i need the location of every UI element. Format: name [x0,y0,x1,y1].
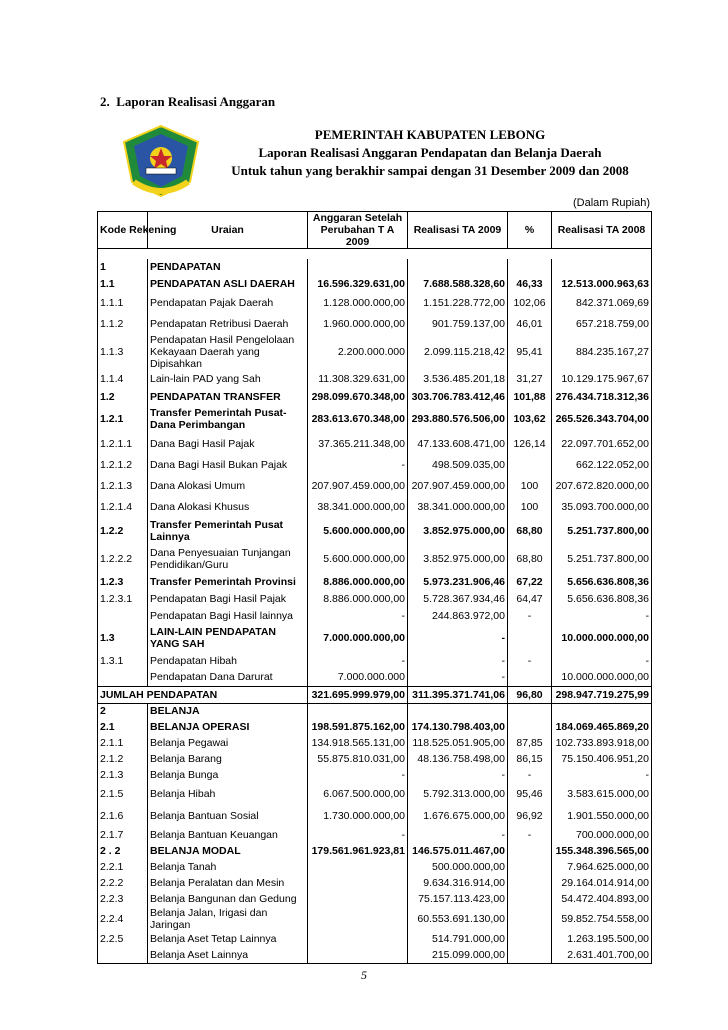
section-title: 2. Laporan Realisasi Anggaran [100,94,276,109]
column-header-realization-2009: Realisasi TA 2009 [408,212,508,249]
cell-code: 1.1 [98,275,148,292]
cell-budget [308,947,408,963]
cell-real2009: 5.792.313.000,00 [408,783,508,805]
cell-budget: 5.600.000.000,00 [308,517,408,545]
table-row [98,669,652,686]
cell-code: 2.1.5 [98,783,148,805]
cell-code: 2 . 2 [98,843,148,859]
table-row [98,607,652,624]
cell-pct: 68,80 [508,517,552,545]
cell-real2009: 2.099.115.218,42 [408,334,508,370]
cell-code: 2.1.1 [98,735,148,751]
table-row [98,703,652,719]
cell-real2008: 5.251.737.800,00 [552,517,652,545]
cell-pct [508,669,552,686]
table-row [98,652,652,669]
cell-pct [508,843,552,859]
cell-name: Belanja Bantuan Sosial [148,805,308,827]
cell-real2009: 514.791.000,00 [408,931,508,947]
cell-real2008: 5.656.636.808,36 [552,590,652,607]
table-row [98,931,652,947]
table-row [98,805,652,827]
cell-real2009: 901.759.137,00 [408,313,508,334]
cell-real2009: 47.133.608.471,00 [408,433,508,454]
cell-real2008: 59.852.754.558,00 [552,907,652,931]
cell-real2008: 12.513.000.963,63 [552,275,652,292]
table-row [98,573,652,590]
cell-code: 1.2.1 [98,405,148,433]
cell-real2008: 2.631.401.700,00 [552,947,652,963]
cell-real2009: 5.728.367.934,46 [408,590,508,607]
table-row [98,686,652,703]
cell-pct: 100 [508,475,552,496]
cell-code: 1.2 [98,388,148,405]
cell-budget: 198.591.875.162,00 [308,719,408,735]
cell-name: Transfer Pemerintah Provinsi [148,573,308,590]
cell-real2008: 276.434.718.312,36 [552,388,652,405]
cell-code: 2.1.7 [98,827,148,843]
cell-budget: 321.695.999.979,00 [308,686,408,703]
cell-real2009: 244.863.972,00 [408,607,508,624]
cell-budget: 283.613.670.348,00 [308,405,408,433]
cell-real2009: - [408,652,508,669]
cell-name: BELANJA [148,703,308,719]
cell-name: Belanja Aset Lainnya [148,947,308,963]
table-row [98,735,652,751]
cell-code: 1.2.2 [98,517,148,545]
cell-real2008: 657.218.759,00 [552,313,652,334]
cell-budget: - [308,827,408,843]
cell-real2009: 1.676.675.000,00 [408,805,508,827]
cell-code: 1.1.2 [98,313,148,334]
cell-budget: 8.886.000.000,00 [308,573,408,590]
cell-budget: 1.730.000.000,00 [308,805,408,827]
cell-real2009: 174.130.798.403,00 [408,719,508,735]
table-header-row [98,212,652,249]
table-row [98,292,652,313]
cell-name: Belanja Jalan, Irigasi dan Jaringan [148,907,308,931]
column-header-name: Uraian [148,212,308,249]
column-header-code: Kode Rekening [98,212,148,249]
cell-pct [508,703,552,719]
cell-budget: 298.099.670.348,00 [308,388,408,405]
cell-name: Pendapatan Hibah [148,652,308,669]
cell-real2009: 500.000.000,00 [408,859,508,875]
cell-budget: 38.341.000.000,00 [308,496,408,517]
cell-pct [508,947,552,963]
cell-code: 2.2.4 [98,907,148,931]
cell-name: Belanja Pegawai [148,735,308,751]
table-row [98,783,652,805]
cell-pct: - [508,652,552,669]
cell-real2009: 5.973.231.906,46 [408,573,508,590]
cell-pct: 86,15 [508,751,552,767]
cell-pct: - [508,767,552,783]
cell-budget: 6.067.500.000,00 [308,783,408,805]
cell-code: 1.2.1.4 [98,496,148,517]
cell-real2008: 298.947.719.275,99 [552,686,652,703]
cell-real2008: 22.097.701.652,00 [552,433,652,454]
table-row [98,370,652,388]
table-row [98,907,652,931]
cell-pct: 31,27 [508,370,552,388]
table-row [98,454,652,475]
cell-real2008 [552,259,652,275]
cell-code: 1.1.4 [98,370,148,388]
cell-budget [308,859,408,875]
table-row [98,624,652,652]
lebong-emblem-icon [118,124,204,198]
cell-real2008: 10.000.000.000,00 [552,624,652,652]
cell-budget: 55.875.810.031,00 [308,751,408,767]
cell-budget: 16.596.329.631,00 [308,275,408,292]
table-row [98,827,652,843]
cell-real2009: - [408,827,508,843]
cell-real2008: 700.000.000,00 [552,827,652,843]
table-row [98,388,652,405]
cell-pct [508,259,552,275]
cell-real2008: 5.656.636.808,36 [552,573,652,590]
cell-code: 2.1 [98,719,148,735]
cell-pct: 96,80 [508,686,552,703]
cell-pct: 46,33 [508,275,552,292]
cell-budget [308,891,408,907]
cell-real2009: 293.880.576.506,00 [408,405,508,433]
cell-budget: 11.308.329.631,00 [308,370,408,388]
cell-name: PENDAPATAN [148,259,308,275]
cell-real2009: 7.688.588.328,60 [408,275,508,292]
cell-code: 2.1.2 [98,751,148,767]
cell-name: Dana Alokasi Khusus [148,496,308,517]
cell-budget: 37.365.211.348,00 [308,433,408,454]
column-header-realization-2008: Realisasi TA 2008 [552,212,652,249]
cell-code: 1.1.1 [98,292,148,313]
cell-name: Pendapatan Hasil Pengelolaan Kekayaan Daerah yang Dipisahkan [148,334,308,370]
cell-name: Pendapatan Retribusi Daerah [148,313,308,334]
table-row [98,891,652,907]
cell-budget: 1.128.000.000,00 [308,292,408,313]
cell-real2009: 311.395.371.741,06 [408,686,508,703]
cell-pct [508,907,552,931]
cell-real2009 [408,703,508,719]
table-row [98,751,652,767]
cell-code: 1.2.2.2 [98,545,148,573]
table-row [98,517,652,545]
table-row [98,590,652,607]
cell-budget: 7.000.000.000 [308,669,408,686]
cell-code: 1 [98,259,148,275]
cell-name: BELANJA MODAL [148,843,308,859]
cell-pct [508,859,552,875]
cell-name: Pendapatan Bagi Hasil lainnya [148,607,308,624]
cell-budget [308,931,408,947]
cell-code: 2.1.6 [98,805,148,827]
cell-real2009: 38.341.000.000,00 [408,496,508,517]
table-row [98,334,652,370]
cell-name: Dana Bagi Hasil Bukan Pajak [148,454,308,475]
cell-pct [508,891,552,907]
cell-pct [508,931,552,947]
cell-budget: 134.918.565.131,00 [308,735,408,751]
cell-pct: 101,88 [508,388,552,405]
cell-code [98,947,148,963]
cell-budget: 8.886.000.000,00 [308,590,408,607]
report-period: Untuk tahun yang berakhir sampai dengan 31 Desember 2009 dan 2008 [231,163,629,178]
cell-real2008: 10.129.175.967,67 [552,370,652,388]
cell-code: 1.2.1.3 [98,475,148,496]
cell-code [98,669,148,686]
cell-name: Pendapatan Dana Darurat [148,669,308,686]
cell-name: BELANJA OPERASI [148,719,308,735]
cell-name: PENDAPATAN ASLI DAERAH [148,275,308,292]
cell-real2009: 215.099.000,00 [408,947,508,963]
table-row [98,843,652,859]
cell-real2008: 1.263.195.500,00 [552,931,652,947]
cell-real2009: 3.852.975.000,00 [408,545,508,573]
cell-pct [508,454,552,475]
cell-real2009: 146.575.011.467,00 [408,843,508,859]
cell-code: 2.2.2 [98,875,148,891]
cell-budget: - [308,607,408,624]
budget-realization-table [97,211,652,964]
cell-pct: 126,14 [508,433,552,454]
cell-code: 1.2.1.1 [98,433,148,454]
cell-pct: 46,01 [508,313,552,334]
cell-real2008 [552,703,652,719]
cell-real2009: 207.907.459.000,00 [408,475,508,496]
cell-real2009: 48.136.758.498,00 [408,751,508,767]
table-body [98,249,652,964]
government-name: PEMERINTAH KABUPATEN LEBONG [314,127,546,142]
table-row [98,859,652,875]
cell-real2009: 498.509.035,00 [408,454,508,475]
cell-real2008: 884.235.167,27 [552,334,652,370]
cell-real2009: 75.157.113.423,00 [408,891,508,907]
page-number: 5 [361,968,367,982]
table-row [98,405,652,433]
cell-pct: 67,22 [508,573,552,590]
cell-pct [508,719,552,735]
cell-pct: 102,06 [508,292,552,313]
table-row [98,496,652,517]
cell-name: Belanja Bangunan dan Gedung [148,891,308,907]
cell-name: Lain-lain PAD yang Sah [148,370,308,388]
cell-real2009: 3.536.485.201,18 [408,370,508,388]
cell-name: Dana Bagi Hasil Pajak [148,433,308,454]
cell-code: 1.1.3 [98,334,148,370]
table-row [98,313,652,334]
cell-real2008: 29.164.014.914,00 [552,875,652,891]
column-header-budget: Anggaran Setelah Perubahan T A 2009 [308,212,408,249]
cell-name: Belanja Tanah [148,859,308,875]
table-row [98,545,652,573]
cell-pct: - [508,607,552,624]
cell-code: 1.2.3 [98,573,148,590]
cell-pct: 95,41 [508,334,552,370]
table-row [98,259,652,275]
cell-real2008: 54.472.404.893,00 [552,891,652,907]
cell-real2009 [408,259,508,275]
cell-name: Belanja Aset Tetap Lainnya [148,931,308,947]
cell-name: Transfer Pemerintah Pusat-Dana Perimbangan [148,405,308,433]
cell-real2008: 265.526.343.704,00 [552,405,652,433]
cell-name: Dana Penyesuaian Tunjangan Pendidikan/Guru [148,545,308,573]
cell-pct: 95,46 [508,783,552,805]
cell-real2008: 1.901.550.000,00 [552,805,652,827]
cell-code: 2.1.3 [98,767,148,783]
cell-real2009: 60.553.691.130,00 [408,907,508,931]
cell-code [98,607,148,624]
cell-real2008: 207.672.820.000,00 [552,475,652,496]
cell-name: Belanja Bantuan Keuangan [148,827,308,843]
report-header [205,126,655,180]
cell-real2008: 35.093.700.000,00 [552,496,652,517]
cell-budget: 1.960.000.000,00 [308,313,408,334]
cell-name: Pendapatan Pajak Daerah [148,292,308,313]
report-name: Laporan Realisasi Anggaran Pendapatan dan Belanja Daerah [258,145,602,160]
cell-budget [308,875,408,891]
cell-real2008: 184.069.465.869,20 [552,719,652,735]
cell-budget: 207.907.459.000,00 [308,475,408,496]
table-row [98,275,652,292]
cell-pct: 100 [508,496,552,517]
cell-name: Pendapatan Bagi Hasil Pajak [148,590,308,607]
table-row [98,767,652,783]
cell-name: Belanja Barang [148,751,308,767]
cell-real2008: 102.733.893.918,00 [552,735,652,751]
spacer-row [98,249,652,260]
cell-real2008: 7.964.625.000,00 [552,859,652,875]
cell-name: PENDAPATAN TRANSFER [148,388,308,405]
cell-pct [508,875,552,891]
cell-budget [308,703,408,719]
cell-pct [508,624,552,652]
column-header-percent: % [508,212,552,249]
cell-pct: 103,62 [508,405,552,433]
cell-real2008: - [552,652,652,669]
cell-real2009: 3.852.975.000,00 [408,517,508,545]
cell-budget [308,907,408,931]
cell-budget: - [308,767,408,783]
table-row [98,433,652,454]
cell-pct: 68,80 [508,545,552,573]
cell-real2008: 75.150.406.951,20 [552,751,652,767]
cell-real2009: 9.634.316.914,00 [408,875,508,891]
cell-real2008: 842.371.069,69 [552,292,652,313]
cell-name: Belanja Peralatan dan Mesin [148,875,308,891]
cell-budget: 2.200.000.000 [308,334,408,370]
cell-real2008: 662.122.052,00 [552,454,652,475]
cell-code: JUMLAH PENDAPATAN [98,686,308,703]
cell-code: 2.2.5 [98,931,148,947]
cell-budget: 5.600.000.000,00 [308,545,408,573]
cell-name: LAIN-LAIN PENDAPATAN YANG SAH [148,624,308,652]
cell-pct: 96,92 [508,805,552,827]
cell-pct: 64,47 [508,590,552,607]
cell-pct: - [508,827,552,843]
cell-name: Belanja Bunga [148,767,308,783]
cell-real2008: - [552,607,652,624]
cell-real2009: 1.151.228.772,00 [408,292,508,313]
cell-real2009: 303.706.783.412,46 [408,388,508,405]
cell-real2009: - [408,767,508,783]
table-row [98,475,652,496]
cell-real2008: - [552,767,652,783]
cell-budget [308,259,408,275]
cell-code: 2.2.1 [98,859,148,875]
cell-name: Dana Alokasi Umum [148,475,308,496]
cell-real2009: - [408,624,508,652]
cell-budget: - [308,652,408,669]
cell-code: 1.3.1 [98,652,148,669]
currency-unit-note: (Dalam Rupiah) [572,197,650,209]
cell-real2008: 155.348.396.565,00 [552,843,652,859]
cell-real2009: - [408,669,508,686]
cell-budget: - [308,454,408,475]
table-row [98,947,652,963]
cell-code: 1.3 [98,624,148,652]
cell-real2008: 5.251.737.800,00 [552,545,652,573]
cell-budget: 7.000.000.000,00 [308,624,408,652]
cell-code: 1.2.1.2 [98,454,148,475]
cell-name: Transfer Pemerintah Pusat Lainnya [148,517,308,545]
cell-real2008: 10.000.000.000,00 [552,669,652,686]
cell-real2009: 118.525.051.905,00 [408,735,508,751]
cell-pct: 87,85 [508,735,552,751]
table-row [98,719,652,735]
cell-budget: 179.561.961.923,81 [308,843,408,859]
cell-code: 2.2.3 [98,891,148,907]
cell-code: 1.2.3.1 [98,590,148,607]
cell-code: 2 [98,703,148,719]
cell-real2008: 3.583.615.000,00 [552,783,652,805]
table-row [98,875,652,891]
cell-name: Belanja Hibah [148,783,308,805]
